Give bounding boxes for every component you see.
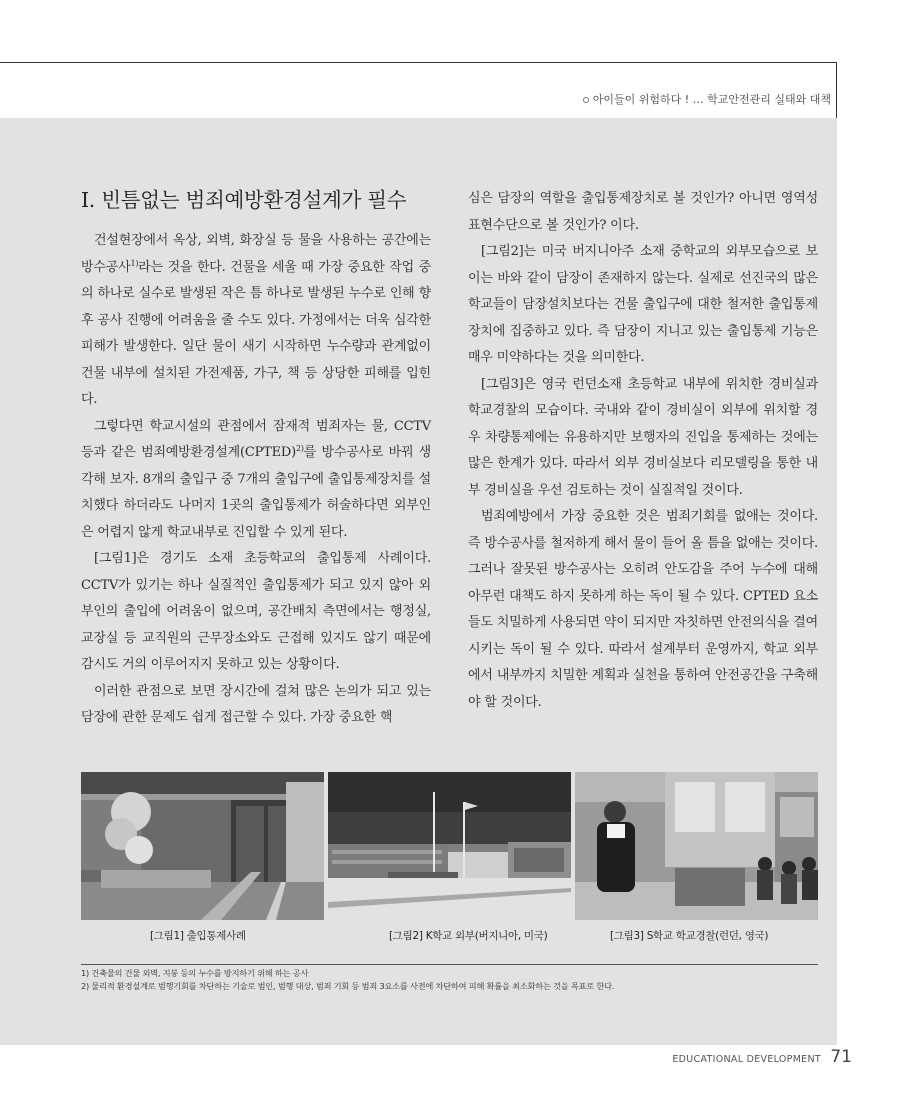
- figure-1-photo: [81, 772, 324, 920]
- circle-bullet-icon: [583, 97, 589, 103]
- top-vertical-rule: [836, 62, 837, 118]
- text-run: 라는 것을 한다. 건물을 세울 때 가장 중요한 작업 중의 하나로 실수로 발생된 작은 틈 하나로 발생된 누수로 인해 향후 공사 진행에 어려움을 줄 수도 있다. 가정에서는 더욱 심각한 피해가 발생한다. 일단 물이 새기 시작하면 누수량과 관계없이 건물 내부에 설치된 가전제품, 가구, 책 등 상당한 피해를 입힌다.: [81, 259, 431, 407]
- section-title: Ⅰ. 빈틈없는 범죄예방환경설계가 필수: [81, 188, 407, 212]
- paragraph: [81, 228, 431, 414]
- footnote-2: 2) 물리적 환경설계로 범행기회를 차단하는 기술로 범인, 범행 대상, 범죄 기회 등 범죄 3요소를 사전에 차단하여 피해 확률을 최소화하는 것을 목표로 한다.: [81, 980, 615, 991]
- paragraph: 범죄예방에서 가장 중요한 것은 범죄기회를 없애는 것이다. 즉 방수공사를 철저하게 해서 물이 들어 올 틈을 없애는 것이다. 그러나 잘못된 방수공사는 오히려 안도감을 주어 누수에 대해 아무런 대책도 하지 못하게 하는 독이 될 수 있다. CPTED 요소들도 치밀하게 사용되면 약이 되지만 자칫하면 안전의식을 결여시키는 독이 될 수 있다. 따라서 설계부터 운영까지, 학교 외부에서 내부까지 치밀한 계획과 실천을 통하여 안전공간을 구축해야 할 것이다.: [468, 509, 818, 710]
- paragraph: [그림3]은 영국 런던소재 초등학교 내부에 위치한 경비실과 학교경찰의 모습이다. 국내와 같이 경비실이 외부에 위치할 경우 차량통제에는 유용하지만 보행자의 진입을 통제하는 것에는 많은 한계가 있다. 따라서 외부 경비실보다 리모델링을 통한 내부 경비실을 우선 검토하는 것이 실질적일 것이다.: [468, 376, 818, 498]
- paragraph: 이러한 관점으로 보면 장시간에 걸쳐 많은 논의가 되고 있는 담장에 관한 문제도 쉽게 접근할 수 있다. 가장 중요한 핵: [81, 683, 431, 725]
- text-run: 를 방수공사로 바꿔 생각해 보자. 8개의 출입구 중 7개의 출입구에 출입통제장치를 설치했다 하더라도 나머지 1곳의 출입통제가 허술하다면 외부인은 어렵지 않게 학교내부로 진입할 수 있게 된다.: [81, 445, 431, 540]
- paragraph: [그림2]는 미국 버지니아주 소재 중학교의 외부모습으로 보이는 바와 같이 담장이 존재하지 않는다. 실제로 선진국의 많은 학교들이 담장설치보다는 건물 출입구에 대한 철저한 출입통제장치에 집중하고 있다. 즉 담장이 지니고 있는 출입통제 기능은 매우 미약하다는 것을 의미한다.: [468, 244, 818, 365]
- entrance-photo-image: [81, 772, 324, 920]
- paragraph: 심은 담장의 역할을 출입통제장치로 볼 것인가? 아니면 영역성 표현수단으로 볼 것인가? 이다.: [468, 191, 818, 233]
- text-run: 건설현장에서 옥상, 외벽, 화장실 등 물을 사용하는 공간에는 방수공사: [81, 233, 431, 275]
- figure-2-photo: [328, 772, 571, 920]
- figure-3-caption: [그림3] S학교 학교경찰(런던, 영국): [610, 930, 769, 942]
- school-police-image: [575, 772, 818, 920]
- figure-2-caption: [그림2] K학교 외부(버지니아, 미국): [389, 930, 548, 942]
- top-rule: [0, 62, 837, 63]
- paragraph: [81, 414, 431, 547]
- figure-row: [81, 772, 818, 920]
- footnote-ref: 2): [295, 444, 304, 453]
- footnotes: [81, 967, 614, 992]
- footnote-rule: [81, 964, 818, 965]
- page-number: 71: [830, 1047, 852, 1067]
- footnote-ref: 1): [130, 258, 139, 268]
- text-run: 그렇다면 학교시설의 관점에서 잠재적 범죄자는 물, CCTV 등과 같은 범죄예방환경설계(CPTED): [81, 418, 431, 460]
- footnote-1: 1) 건축물의 건물 외벽, 지붕 등의 누수를 방지하기 위해 하는 공사: [81, 968, 309, 978]
- school-exterior-image: [328, 772, 571, 920]
- running-title: 아이들이 위험하다 ! … 학교안전관리 실태와 대책: [592, 93, 831, 106]
- footer-label: EDUCATIONAL DEVELOPMENT: [672, 1054, 821, 1065]
- paragraph: [그림1]은 경기도 소재 초등학교의 출입통제 사례이다. CCTV가 있기는 하나 실질적인 출입통제가 되고 있지 않아 외부인의 출입에 어려움이 없으며, 공간배치 측면에서는 행정실, 교장실 등 교직원의 근무장소와도 근접해 있지도 않기 때문에 감시도 거의 이루어지지 못하고 있는 상황이다.: [81, 551, 431, 672]
- left-column: [81, 186, 431, 732]
- figure-1-caption: [그림1] 출입통제사례: [150, 930, 246, 942]
- right-column: [468, 186, 818, 716]
- figure-3-photo: [575, 772, 818, 920]
- running-head: [583, 91, 831, 107]
